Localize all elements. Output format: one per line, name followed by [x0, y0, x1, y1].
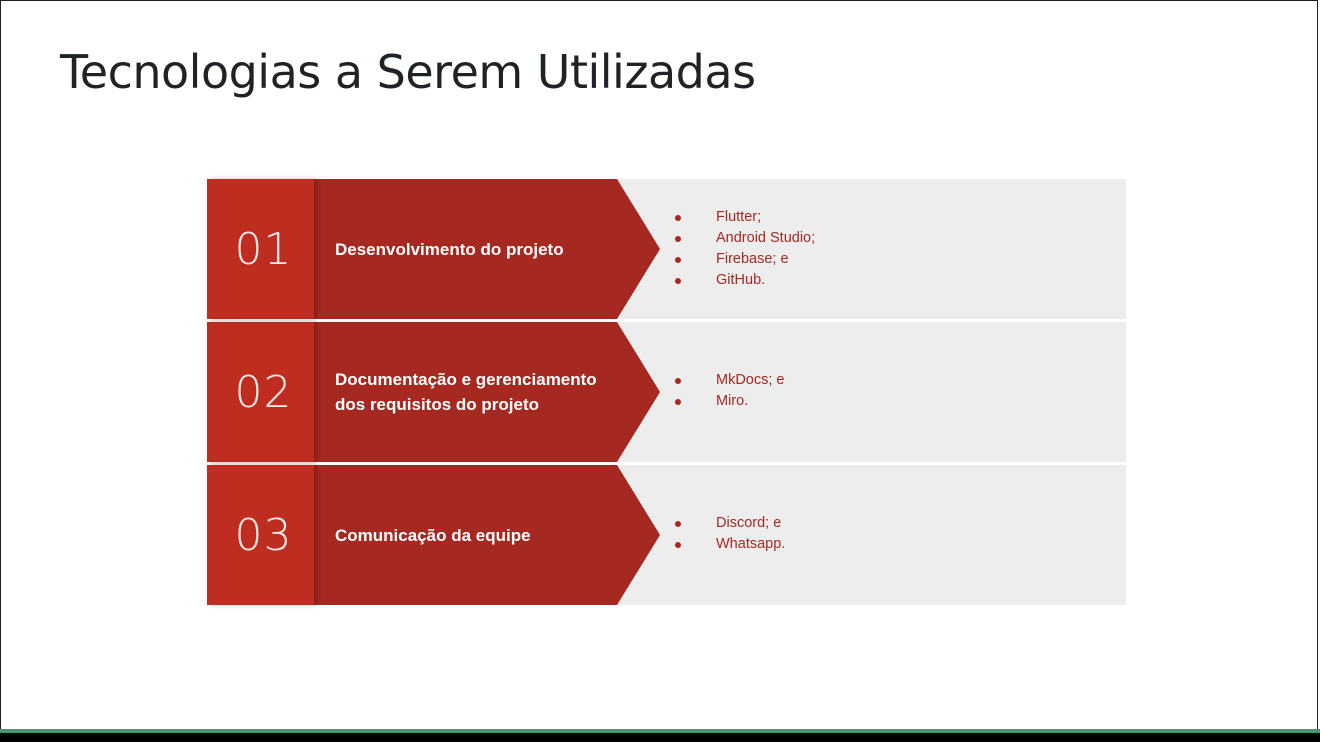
list-item — [675, 370, 785, 391]
technology-row-1 — [207, 179, 1126, 319]
list-item-text: GitHub. — [716, 272, 766, 288]
list-item — [675, 249, 815, 270]
bullet-icon — [675, 278, 681, 284]
bullet-icon — [675, 257, 681, 263]
bullet-icon — [675, 542, 681, 548]
list-item — [675, 513, 785, 534]
technology-list — [675, 207, 815, 291]
bullet-icon — [675, 378, 681, 384]
row-number-box — [207, 465, 314, 605]
list-item-text: Firebase; e — [716, 251, 789, 267]
row-number: 01 — [234, 223, 293, 275]
list-item-text: Android Studio; — [716, 230, 816, 246]
list-item — [675, 391, 785, 412]
list-item — [675, 270, 815, 291]
row-number-box — [207, 322, 314, 462]
list-item — [675, 228, 815, 249]
list-item-text: Miro. — [716, 393, 749, 409]
row-label: Documentação e gerenciamento dos requisitos do projeto — [335, 370, 597, 414]
row-label: Desenvolvimento do projeto — [335, 239, 564, 259]
bullet-icon — [675, 399, 681, 405]
technology-row-3 — [207, 465, 1126, 605]
list-item-text: Whatsapp. — [716, 536, 786, 552]
list-item — [675, 534, 785, 555]
slide-title: Tecnologias a Serem Utilizadas — [60, 45, 756, 99]
row-number: 03 — [234, 509, 293, 561]
list-item — [675, 207, 815, 228]
bullet-icon — [675, 236, 681, 242]
footer-black-bar — [0, 733, 1320, 742]
technology-list — [675, 513, 785, 555]
list-item-text: Discord; e — [716, 515, 782, 531]
list-item-text: MkDocs; e — [716, 372, 785, 388]
row-number: 02 — [234, 366, 293, 418]
bullet-icon — [675, 521, 681, 527]
bullet-icon — [675, 215, 681, 221]
row-number-box — [207, 179, 314, 319]
row-label: Comunicação da equipe — [335, 525, 531, 545]
technology-list — [675, 370, 785, 412]
list-item-text: Flutter; — [716, 209, 762, 225]
technology-row-2 — [207, 322, 1126, 462]
